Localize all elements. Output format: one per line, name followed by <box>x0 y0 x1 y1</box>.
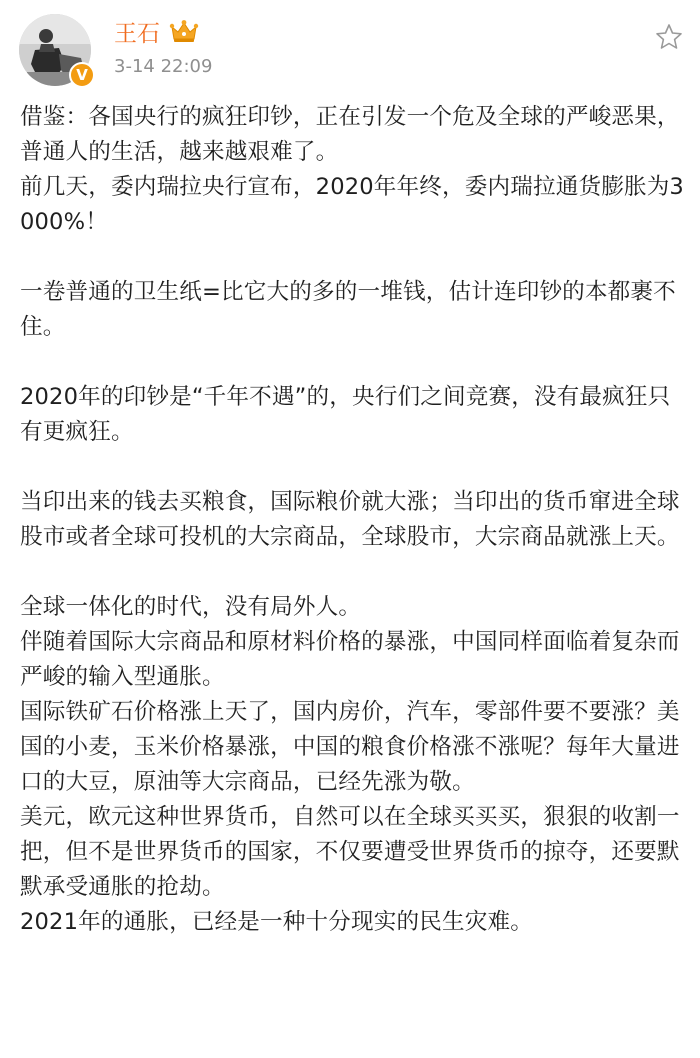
paragraph-gap <box>20 450 684 485</box>
paragraph-gap <box>20 345 684 380</box>
author-name-row <box>114 15 199 47</box>
post-paragraph: 借鉴：各国央行的疯狂印钞，正在引发一个危及全球的严峻恶果，普通人的生活，越来越艰难了。 <box>20 104 680 165</box>
post-paragraph: 国际铁矿石价格涨上天了，国内房价，汽车，零部件要不要涨？美国的小麦，玉米价格暴涨，中国的粮食价格涨不涨呢？每年大量进口的大豆，原油等大宗商品，已经先涨为敬。 <box>20 699 680 795</box>
post-paragraph: 2021年的通胀，已经是一种十分现实的民生灾难。 <box>20 909 533 935</box>
post-header <box>0 0 700 100</box>
verified-v-icon: V <box>69 62 95 88</box>
post-timestamp: 3-14 22:09 <box>114 56 213 77</box>
crown-icon <box>169 19 199 43</box>
post-paragraph: 伴随着国际大宗商品和原材料价格的暴涨，中国同样面临着复杂而严峻的输入型通胀。 <box>20 629 680 690</box>
paragraph-gap <box>20 555 684 590</box>
post-paragraph: 全球一体化的时代，没有局外人。 <box>20 594 362 620</box>
post-paragraph: 一卷普通的卫生纸=比它大的多的一堆钱，估计连印钞的本都裹不住。 <box>20 279 676 340</box>
post-paragraph: 前几天，委内瑞拉央行宣布，2020年年终，委内瑞拉通货膨胀为3000%！ <box>20 174 684 235</box>
post-paragraph: 当印出来的钱去买粮食，国际粮价就大涨；当印出的货币窜进全球股市或者全球可投机的大宗商品，全球股市，大宗商品就涨上天。 <box>20 489 680 550</box>
star-outline-icon[interactable] <box>654 22 684 52</box>
post-paragraph: 2020年的印钞是“千年不遇”的，央行们之间竞赛，没有最疯狂只有更疯狂。 <box>20 384 671 445</box>
post-paragraph: 美元，欧元这种世界货币，自然可以在全球买买买，狠狠的收割一把，但不是世界货币的国家，不仅要遭受世界货币的掠夺，还要默默承受通胀的抢劫。 <box>20 804 680 900</box>
author-name[interactable]: 王石 <box>114 20 160 47</box>
author-avatar[interactable] <box>19 14 95 90</box>
paragraph-gap <box>20 240 684 275</box>
post-content <box>20 100 684 940</box>
